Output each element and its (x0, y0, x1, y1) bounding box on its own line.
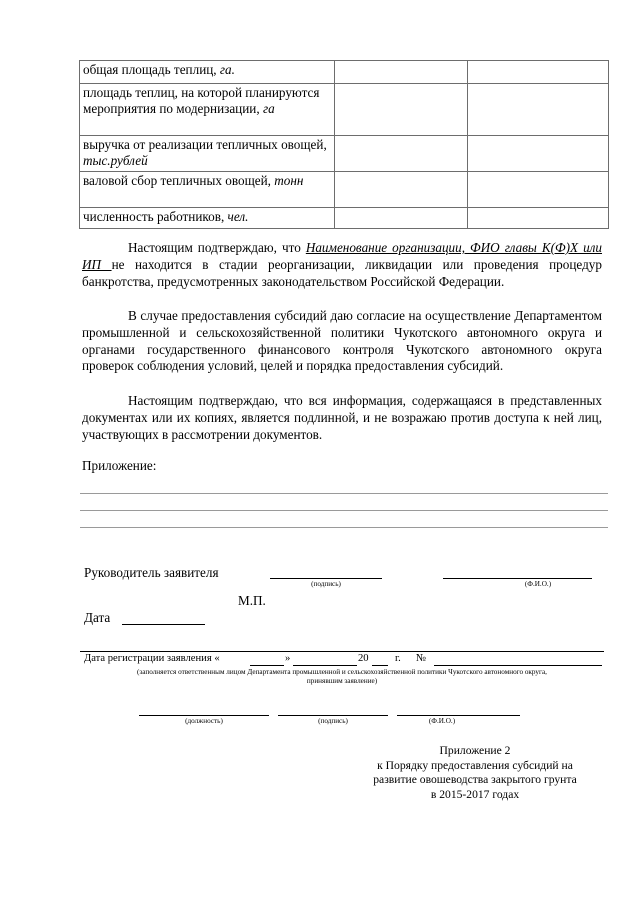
authenticity-paragraph: Настоящим подтверждаю, что вся информация, содержащаяся в представленных документах или их копиях, является подлинной, и не возражаю против доступа к ней лиц, участвующих в рассмотрении документов. (82, 393, 602, 442)
official-fio-caption: (Ф.И.О.) (428, 717, 456, 725)
appendix-header (350, 744, 600, 802)
row-label-cell (80, 208, 335, 229)
row-label: численность работников, (83, 209, 228, 224)
attachment-line[interactable] (80, 493, 608, 494)
head-of-applicant-label: Руководитель заявителя (84, 565, 219, 580)
signature-line[interactable] (270, 578, 382, 579)
separator-line (80, 651, 604, 652)
official-signature-line[interactable] (278, 715, 388, 716)
position-caption: (должность) (185, 717, 223, 725)
row-label-cell (80, 172, 335, 208)
confirmation-paragraph: Настоящим подтверждаю, что Наименование организации, ФИО главы К(Ф)Х или ИП не находится в стадии реорганизации, ликвидации или проведения процедур банкротства, предусмотренных законодательством Российской Федерации. (82, 240, 603, 289)
row-label-cell (80, 136, 335, 172)
organization-name-field[interactable]: Наименование организации, ФИО главы К(Ф)Х или ИП (82, 240, 603, 272)
value-cell[interactable] (468, 136, 609, 172)
row-label-cell (80, 84, 335, 136)
registration-day-field[interactable] (250, 665, 284, 666)
registration-month-field[interactable] (293, 665, 357, 666)
value-cell[interactable] (335, 84, 468, 136)
attachment-line[interactable] (80, 527, 608, 528)
number-sign: № (416, 653, 427, 664)
indicators-table (79, 60, 609, 229)
official-fio-line[interactable] (397, 715, 520, 716)
table-row (80, 61, 609, 84)
row-unit: тыс.рублей (83, 153, 148, 169)
row-unit: тонн (274, 173, 304, 188)
value-cell[interactable] (468, 208, 609, 229)
appendix-title: Приложение 2 (439, 744, 511, 757)
row-unit: га. (219, 62, 235, 77)
value-cell[interactable] (468, 61, 609, 84)
fio-caption: (Ф.И.О.) (524, 580, 552, 588)
appendix-line: развитие овошеводства закрытого грунта (373, 773, 577, 787)
attachment-line[interactable] (80, 510, 608, 511)
registration-number-field[interactable] (434, 665, 602, 666)
value-cell[interactable] (335, 61, 468, 84)
date-line[interactable] (122, 624, 205, 625)
row-unit: чел. (227, 209, 249, 224)
row-label-cell (80, 61, 335, 84)
consent-paragraph: В случае предоставления субсидий даю согласие на осуществление Департаментом промышленной и сельскохозяйственной политики Чукотского автономного округа и органами государственного финансового контроля Чукотского автономного округа проверок соблюдения условий, целей и порядка предоставления субсидий. (82, 308, 602, 374)
fio-line[interactable] (443, 578, 592, 579)
official-signature-caption: (подпись) (318, 717, 348, 725)
registration-note-continued: принявшим заявление) (306, 677, 378, 685)
registration-date-label: Дата регистрации заявления « (84, 653, 220, 664)
row-label: валовой сбор тепличных овощей, (83, 173, 275, 188)
registration-year-field[interactable] (372, 665, 388, 666)
position-line[interactable] (139, 715, 269, 716)
row-label: общая площадь теплиц, (83, 62, 220, 77)
value-cell[interactable] (468, 84, 609, 136)
value-cell[interactable] (335, 172, 468, 208)
table-row (80, 84, 609, 136)
table-row (80, 136, 609, 172)
row-label: площадь теплиц, на которой планируются мероприятия по модернизации, (83, 85, 320, 117)
row-unit: га (262, 101, 275, 117)
row-label: выручка от реализации тепличных овощей, (83, 137, 327, 152)
table-row (80, 208, 609, 229)
table-row (80, 172, 609, 208)
attachment-label: Приложение: (82, 458, 157, 473)
appendix-line: к Порядку предоставления субсидий на (377, 758, 573, 772)
value-cell[interactable] (335, 136, 468, 172)
stamp-label: М.П. (238, 593, 266, 608)
value-cell[interactable] (335, 208, 468, 229)
date-label: Дата (84, 610, 111, 625)
appendix-line: в 2015-2017 годах (430, 787, 520, 801)
value-cell[interactable] (468, 172, 609, 208)
signature-caption: (подпись) (311, 580, 341, 588)
registration-note: (заполняется ответственным лицом Департамента промышленной и сельскохозяйственной политики Чукотского автономного округа, (137, 668, 547, 676)
